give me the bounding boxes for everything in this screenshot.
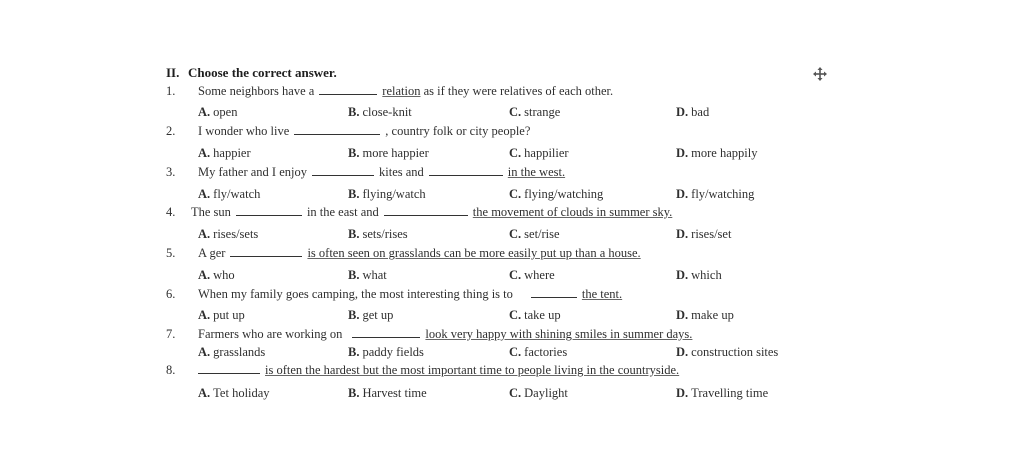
question-1 — [166, 84, 613, 99]
answer-blank[interactable] — [230, 246, 302, 257]
question-text: kites and — [379, 165, 424, 179]
option-b[interactable]: B. paddy fields — [348, 345, 424, 359]
answer-blank[interactable] — [236, 205, 302, 216]
option-d[interactable]: D. more happily — [676, 146, 758, 160]
question-text: is often seen on grasslands can be more easily put up than a house. — [307, 246, 641, 260]
answer-blank[interactable] — [352, 327, 420, 338]
option-c[interactable]: C. where — [509, 268, 555, 282]
option-d[interactable]: D. make up — [676, 308, 734, 322]
option-a[interactable]: A. fly/watch — [198, 187, 261, 201]
answer-blank[interactable] — [198, 363, 260, 374]
question-text: is often the hardest but the most important time to people living in the countryside. — [265, 363, 680, 377]
question-number: 1. — [166, 84, 176, 98]
option-d[interactable]: D. which — [676, 268, 722, 282]
answer-blank[interactable] — [429, 165, 503, 176]
option-b[interactable]: B. close-knit — [348, 105, 412, 119]
question-text: in the east and — [306, 205, 379, 219]
question-7 — [166, 327, 692, 342]
option-a[interactable]: A. who — [198, 268, 235, 282]
option-d[interactable]: D. bad — [676, 105, 710, 119]
question-number: 5. — [166, 246, 176, 260]
question-text: in the west. — [507, 165, 566, 179]
question-6 — [166, 287, 622, 302]
question-number: 7. — [166, 327, 176, 341]
answer-blank[interactable] — [319, 84, 377, 95]
question-text: Some neighbors have a — [198, 84, 315, 98]
option-a[interactable]: A. Tet holiday — [198, 386, 270, 400]
question-text: relation — [382, 84, 421, 98]
question-number: 2. — [166, 124, 176, 138]
option-d[interactable]: D. rises/set — [676, 227, 732, 241]
option-d[interactable]: D. fly/watching — [676, 187, 755, 201]
option-b[interactable]: B. get up — [348, 308, 394, 322]
question-5 — [166, 246, 641, 261]
question-text: look very happy with shining smiles in summer days. — [425, 327, 693, 341]
question-text: Farmers who are working on — [198, 327, 343, 341]
option-c[interactable]: C. set/rise — [509, 227, 560, 241]
option-a[interactable]: A. put up — [198, 308, 245, 322]
section-number: II. — [166, 65, 180, 80]
question-text: as if they were relatives of each other. — [423, 84, 614, 98]
option-a[interactable]: A. open — [198, 105, 238, 119]
question-2 — [166, 124, 530, 139]
option-d[interactable]: D. Travelling time — [676, 386, 769, 400]
question-text: , country folk or city people? — [385, 124, 531, 138]
option-c[interactable]: C. take up — [509, 308, 561, 322]
question-number: 8. — [166, 363, 176, 377]
option-a[interactable]: A. grasslands — [198, 345, 266, 359]
option-c[interactable]: C. Daylight — [509, 386, 568, 400]
question-3 — [166, 165, 565, 180]
question-text: I wonder who live — [198, 124, 290, 138]
question-8 — [166, 363, 679, 378]
option-b[interactable]: B. flying/watch — [348, 187, 426, 201]
option-b[interactable]: B. more happier — [348, 146, 429, 160]
option-b[interactable]: B. sets/rises — [348, 227, 408, 241]
move-handle-icon[interactable] — [812, 66, 828, 82]
answer-blank[interactable] — [312, 165, 374, 176]
question-text: the movement of clouds in summer sky. — [472, 205, 673, 219]
section-heading — [166, 65, 337, 81]
option-d[interactable]: D. construction sites — [676, 345, 779, 359]
option-b[interactable]: B. what — [348, 268, 387, 282]
option-c[interactable]: C. strange — [509, 105, 561, 119]
question-number: 3. — [166, 165, 176, 179]
option-c[interactable]: C. flying/watching — [509, 187, 604, 201]
option-a[interactable]: A. rises/sets — [198, 227, 259, 241]
question-text: the tent. — [581, 287, 623, 301]
option-b[interactable]: B. Harvest time — [348, 386, 427, 400]
question-text: My father and I enjoy — [198, 165, 307, 179]
answer-blank[interactable] — [531, 287, 577, 298]
question-number: 4. — [166, 205, 176, 219]
section-title: Choose the correct answer. — [188, 65, 337, 80]
option-a[interactable]: A. happier — [198, 146, 251, 160]
question-text: A ger — [198, 246, 226, 260]
answer-blank[interactable] — [384, 205, 468, 216]
question-text: The sun — [191, 205, 231, 219]
question-text: When my family goes camping, the most interesting thing is to — [198, 287, 513, 301]
answer-blank[interactable] — [294, 124, 380, 135]
option-c[interactable]: C. happilier — [509, 146, 569, 160]
option-c[interactable]: C. factories — [509, 345, 568, 359]
question-4 — [166, 205, 672, 220]
question-number: 6. — [166, 287, 176, 301]
